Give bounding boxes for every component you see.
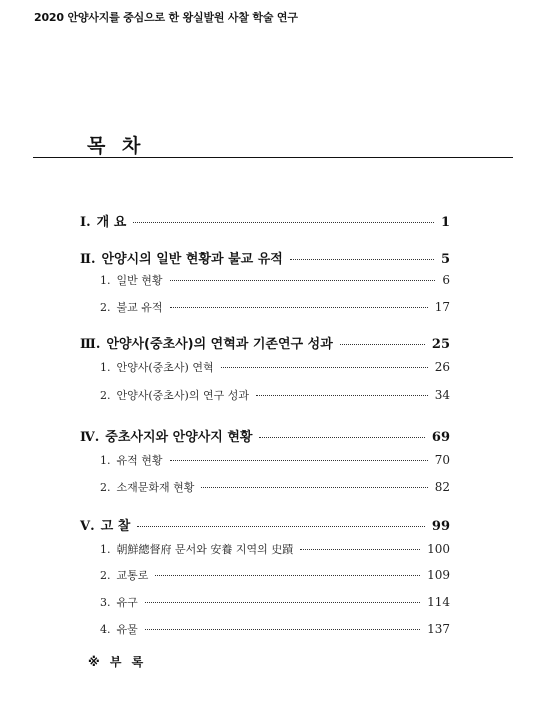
dot-leader [145,629,420,630]
section-number: 1. [100,454,111,467]
chapter-title: 중초사지와 안양사지 현황 [105,430,253,445]
chapter-title: 안양시의 일반 현황과 불교 유적 [101,252,283,267]
toc-section-entry[interactable] [100,299,450,315]
toc-section-entry[interactable] [100,452,450,468]
section-page-number: 137 [427,622,450,636]
section-number: 2. [100,481,111,494]
appendix-heading: ※ 부 록 [88,655,147,669]
chapter-number: Ⅰ. [80,215,91,230]
dot-leader [201,487,427,488]
dot-leader [340,344,425,345]
toc-section-entry[interactable] [100,387,450,403]
dot-leader [170,460,428,461]
dot-leader [290,259,434,260]
chapter-title: 안양사(중초사)의 연혁과 기존연구 성과 [106,337,333,352]
toc-section-entry[interactable] [100,594,450,610]
section-number: 4. [100,623,111,636]
dot-leader [300,549,420,550]
dot-leader [155,575,420,576]
dot-leader [145,602,420,603]
chapter-page-number: 25 [431,337,450,352]
toc-section-entry[interactable] [100,567,450,583]
chapter-title: 개 요 [96,215,127,230]
dot-leader [259,437,424,438]
section-page-number: 26 [434,360,450,374]
section-number: 1. [100,361,111,374]
chapter-number: Ⅱ. [80,252,96,267]
section-number: 1. [100,543,111,556]
section-page-number: 70 [434,453,450,467]
toc-chapter-entry[interactable] [80,248,450,267]
dot-leader [137,526,425,527]
section-number: 1. [100,274,111,287]
section-title: 유구 [116,596,138,609]
section-title: 소재문화재 현황 [116,481,195,494]
chapter-number: Ⅳ. [80,430,100,445]
section-page-number: 6 [442,273,450,287]
toc-section-entry[interactable] [100,272,450,288]
section-title: 유물 [116,623,138,636]
dot-leader [133,222,434,223]
dot-leader [170,307,428,308]
section-title: 안양사(중초사) 연혁 [116,361,214,374]
section-page-number: 82 [434,480,450,494]
section-title: 朝鮮總督府 문서와 安養 지역의 史蹟 [116,543,294,556]
chapter-number: Ⅲ. [80,337,101,352]
section-number: 2. [100,389,111,402]
section-number: 2. [100,301,111,314]
section-title: 일반 현황 [116,274,163,287]
section-title: 교통로 [116,569,149,582]
section-title: 안양사(중초사)의 연구 성과 [116,389,249,402]
chapter-page-number: 5 [440,252,450,267]
toc-chapter-entry[interactable] [80,211,450,230]
toc-chapter-entry[interactable] [80,333,450,352]
toc-section-entry[interactable] [100,479,450,495]
chapter-page-number: 69 [431,430,450,445]
running-header: 2020 안양사지를 중심으로 한 왕실발원 사찰 학술 연구 [34,11,298,24]
chapter-title: 고 찰 [100,519,131,534]
toc-section-entry[interactable] [100,359,450,375]
section-page-number: 17 [434,300,450,314]
section-page-number: 114 [427,595,450,609]
section-page-number: 100 [427,542,450,556]
toc-section-entry[interactable] [100,541,450,557]
section-number: 2. [100,569,111,582]
section-title: 유적 현황 [116,454,163,467]
page-title: 목 차 [87,135,146,157]
section-page-number: 109 [427,568,450,582]
dot-leader [170,280,436,281]
chapter-page-number: 99 [431,519,450,534]
chapter-number: Ⅴ. [80,519,95,534]
section-title: 불교 유적 [116,301,163,314]
title-divider [33,157,513,158]
dot-leader [256,395,428,396]
toc-section-entry[interactable] [100,621,450,637]
toc-chapter-entry[interactable] [80,426,450,445]
dot-leader [221,367,428,368]
toc-chapter-entry[interactable] [80,515,450,534]
section-page-number: 34 [434,388,450,402]
section-number: 3. [100,596,111,609]
chapter-page-number: 1 [440,215,450,230]
